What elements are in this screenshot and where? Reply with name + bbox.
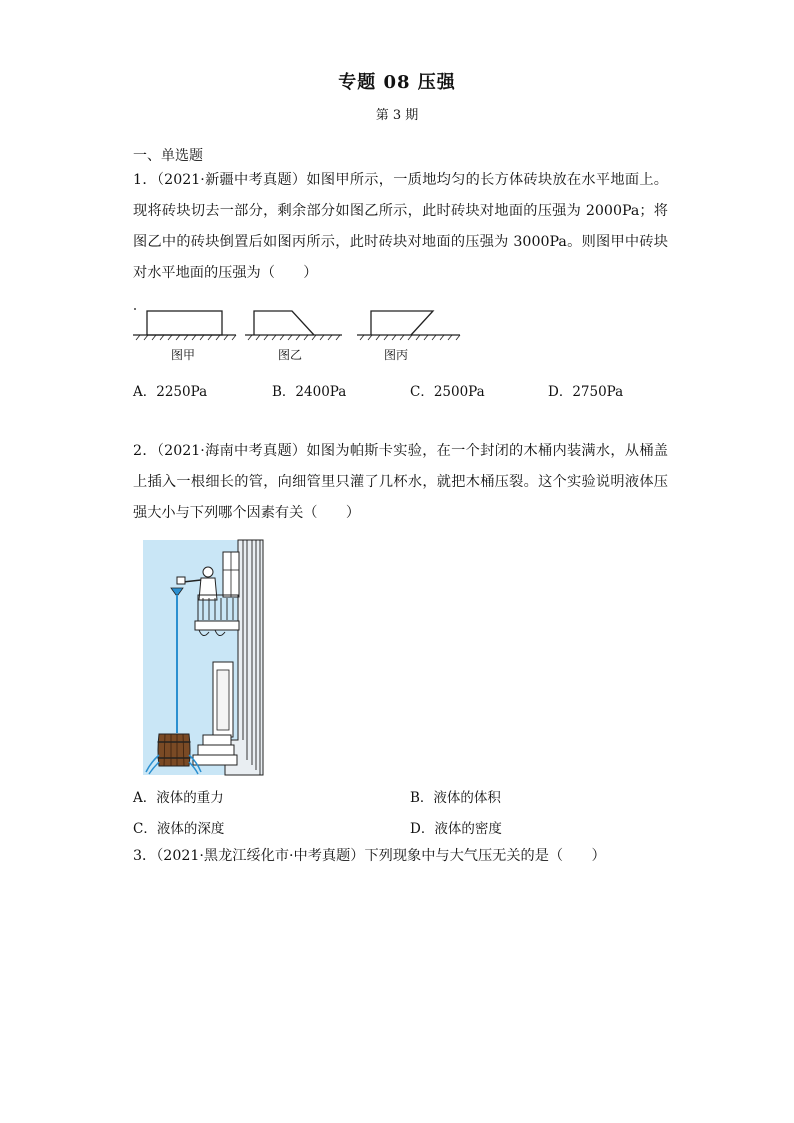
page-subtitle: 第 3 期 bbox=[375, 108, 419, 123]
figure-jia bbox=[133, 308, 236, 340]
question-2-text: 2．（2021·海南中考真题）如图为帕斯卡实验，在一个封闭的木桶内装满水，从桶盖上插入一根细长的管，向细管里只灌了几杯水，就把木桶压裂。这个实验说明液体压强大小与下列哪个因素有关（ ） bbox=[133, 443, 668, 521]
q1-option-b[interactable]: B．2400Pa bbox=[272, 384, 347, 400]
thin-tube bbox=[176, 595, 178, 733]
q2-option-c[interactable]: C．液体的深度 bbox=[133, 821, 225, 837]
q1-option-c[interactable]: C．2500Pa bbox=[410, 384, 485, 400]
figure-label-yi: 图乙 bbox=[278, 348, 303, 362]
figure-label-jia: 图甲 bbox=[171, 348, 196, 362]
question-1-text: 1．（2021·新疆中考真题）如图甲所示，一质地均匀的长方体砖块放在水平地面上。现将砖块切去一部分，剩余部分如图乙所示，此时砖块对地面的压强为 2000Pa；将图乙中的砖块倒置后如图丙所示，此时砖块对地面的压强为 3000Pa。则图甲中砖块对水平地面的压强为（ ） bbox=[133, 172, 668, 281]
figure-bing bbox=[357, 311, 460, 340]
brick-figures bbox=[130, 300, 480, 345]
pitcher-icon bbox=[177, 577, 185, 584]
q2-option-d[interactable]: D．液体的密度 bbox=[410, 821, 502, 837]
barrel-icon bbox=[158, 734, 191, 766]
q1-option-a[interactable]: A．2250Pa bbox=[133, 384, 208, 400]
figure-label-bing: 图丙 bbox=[384, 348, 409, 362]
q2-option-a[interactable]: A．液体的重力 bbox=[133, 790, 224, 806]
page-title: 专题 08 压强 bbox=[338, 72, 456, 93]
q2-option-b[interactable]: B．液体的体积 bbox=[410, 790, 501, 806]
figure-yi bbox=[245, 311, 342, 340]
question-3-text: 3．（2021·黑龙江绥化市·中考真题）下列现象中与大气压无关的是（ ） bbox=[133, 848, 606, 864]
section-heading: 一、单选题 bbox=[133, 148, 203, 164]
pascal-barrel-illustration bbox=[143, 540, 263, 775]
q1-option-d[interactable]: D．2750Pa bbox=[548, 384, 624, 400]
person-head bbox=[203, 567, 213, 577]
